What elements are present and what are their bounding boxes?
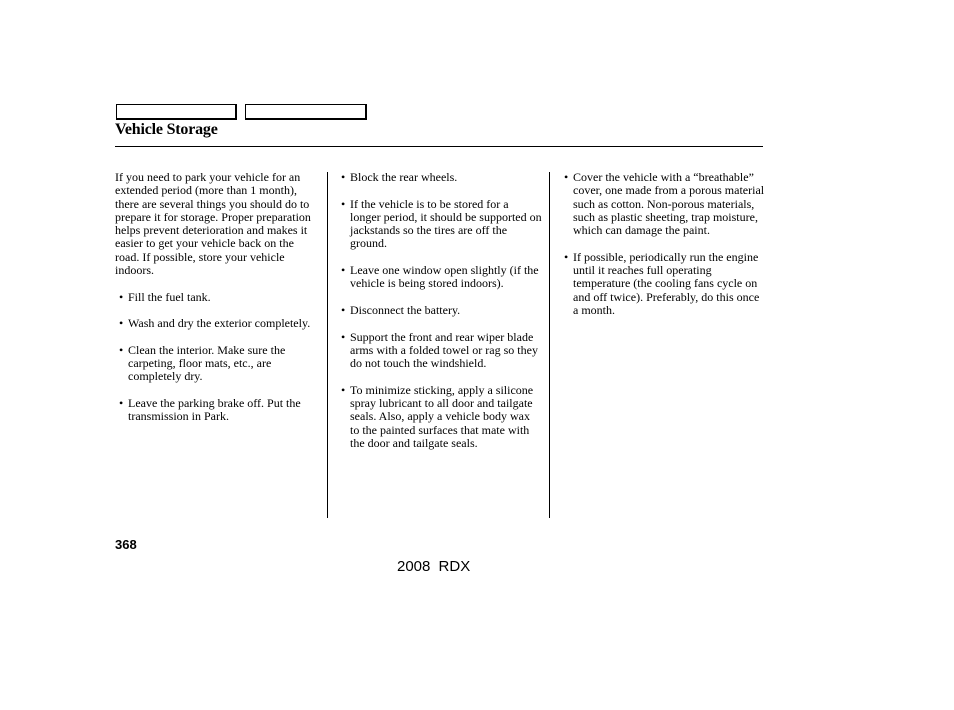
column-divider (549, 172, 550, 518)
bullet-dot: • (341, 302, 346, 317)
page-number: 368 (115, 537, 137, 552)
list-item-text: To minimize sticking, apply a silicone spray lubricant to all door and tailgate seals. Also, apply a vehicle body wax to the painted surfaces that mate with the door and tailgate seals. (350, 382, 534, 450)
column-divider (327, 172, 328, 518)
list-item-text: Leave one window open slightly (if the vehicle is being stored indoors). (350, 263, 539, 291)
list-item (339, 384, 542, 450)
list-item (117, 397, 319, 424)
list-item (117, 344, 319, 384)
list-item-text: Fill the fuel tank. (128, 289, 211, 304)
list-item (339, 304, 542, 317)
bullet-dot: • (119, 316, 124, 331)
bullet-dot: • (119, 396, 124, 411)
text-column-3 (562, 171, 766, 331)
bullet-dot: • (119, 342, 124, 357)
bullet-dot: • (564, 170, 569, 184)
bullet-dot: • (341, 263, 346, 278)
nav-button-next[interactable] (245, 104, 367, 120)
list-item (117, 317, 319, 330)
bullet-dot: • (564, 249, 569, 264)
intro-paragraph: If you need to park your vehicle for an extended period (more than 1 month), there are several things you should do to prepare it for storage. Proper preparation helps prevent deterioration and makes it easier to get your vehicle back on the road. If possible, store your vehicle indoors. (115, 170, 311, 278)
list-item (117, 291, 319, 304)
bullet-dot: • (119, 289, 124, 304)
list-item-text: If possible, periodically run the engine until it reaches full operating temperature (the cooling fans cycle on and off twice). Preferably, do this once a month. (573, 249, 760, 317)
list-item-text: Disconnect the battery. (350, 302, 461, 317)
bullet-list (339, 171, 542, 450)
list-item-text: Block the rear wheels. (350, 170, 458, 184)
list-item (339, 171, 542, 184)
bullet-list (562, 171, 766, 317)
list-item (562, 251, 766, 317)
page-title: Vehicle Storage (115, 121, 218, 138)
list-item-text: Leave the parking brake off. Put the transmission in Park. (128, 396, 301, 424)
bullet-dot: • (341, 170, 346, 184)
text-column-2 (339, 171, 542, 464)
nav-button-previous[interactable] (116, 104, 237, 120)
list-item-text: If the vehicle is to be stored for a longer period, it should be supported on jackstands so the tires are off the ground. (350, 196, 542, 251)
list-item (339, 264, 542, 291)
bullet-dot: • (341, 382, 346, 397)
model-footer: 2008 RDX (397, 558, 471, 575)
bullet-dot: • (341, 329, 346, 344)
bullet-list (115, 291, 319, 424)
list-item-text: Wash and dry the exterior completely. (128, 316, 311, 331)
text-column-1 (115, 171, 319, 437)
list-item-text: Support the front and rear wiper blade arms with a folded towel or rag so they do not touch the windshield. (350, 329, 538, 371)
list-item-text: Cover the vehicle with a “breathable” cover, one made from a porous material such as cotton. Non-porous materials, such as plastic sheeting, trap moisture, which can damage the paint. (573, 170, 765, 238)
list-item (562, 171, 766, 237)
list-item (339, 331, 542, 371)
list-item (339, 198, 542, 251)
title-divider (115, 146, 763, 147)
list-item-text: Clean the interior. Make sure the carpeting, floor mats, etc., are completely dry. (128, 342, 286, 384)
bullet-dot: • (341, 196, 346, 211)
